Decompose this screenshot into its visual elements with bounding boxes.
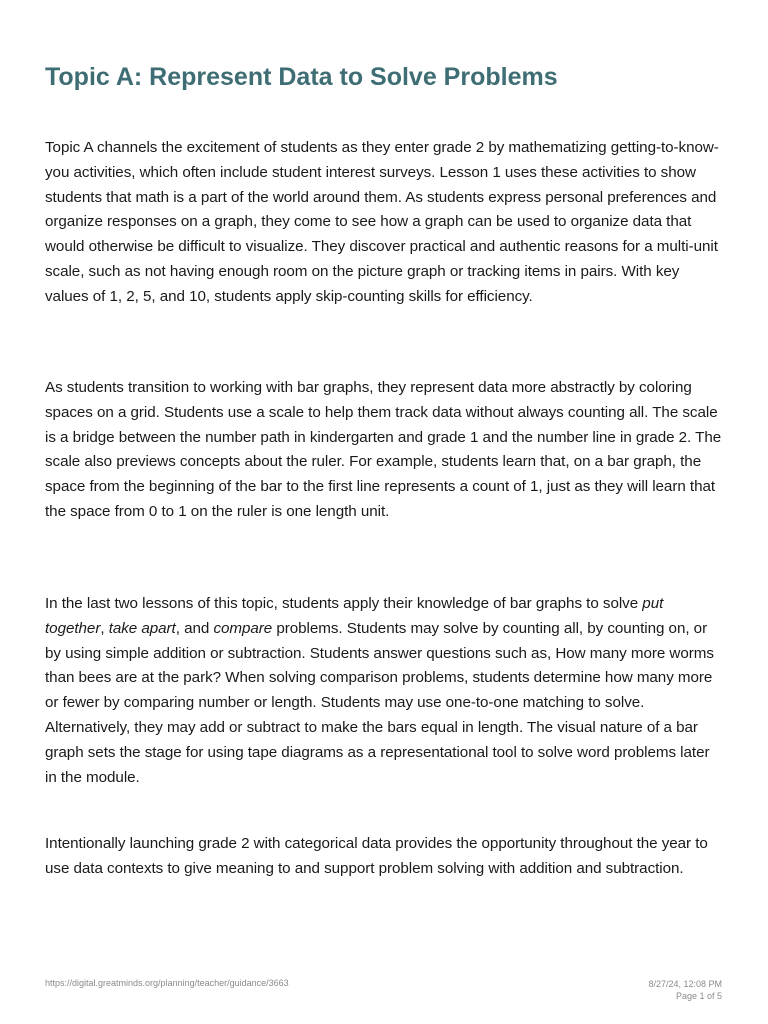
paragraph-1: Topic A channels the excitement of students as they enter grade 2 by mathematizing getting-to-know-you activities, which often include student interest surveys. Lesson 1 uses these activities to show students that math is a part of the world around them. As students express personal preferences and organize responses on a graph, they come to see how a graph can be used to organize data that would otherwise be difficult to visualize. They discover practical and authentic reasons for a multi-unit scale, such as not having enough room on the picture graph or tracking items in pairs. With key values of 1, 2, 5, and 10, students apply skip-counting skills for efficiency. bbox=[45, 139, 719, 305]
footer-page-number: Page 1 of 5 bbox=[675, 991, 722, 1001]
footer-timestamp: 8/27/24, 12:08 PM bbox=[648, 979, 722, 989]
paragraph-3-text-3: , and bbox=[175, 619, 214, 637]
document-page bbox=[45, 60, 725, 877]
paragraph-4: Intentionally launching grade 2 with categorical data provides the opportunity throughout the year to use data contexts to give meaning to and support problem solving with addition and subtraction. bbox=[45, 835, 708, 877]
paragraph-3-text-2: , bbox=[100, 619, 109, 637]
footer-url[interactable]: https://digital.greatminds.org/planning/teacher/guidance/3663 bbox=[45, 978, 289, 988]
emphasis-take-apart: take apart bbox=[108, 619, 176, 637]
emphasis-put-together: put together bbox=[45, 595, 664, 637]
footer-meta bbox=[648, 978, 722, 1002]
paragraph-3-text-4: problems. Students may solve by counting all, by counting on, or by using simple addition or subtraction. Students answer questions such as, How many more worms than bees are at the park? When solving comparison problems, students determine how many more or fewer by comparing number or length. Students may use one-to-one matching to solve. Alternatively, they may add or subtract to make the bars equal in length. The visual nature of a bar graph sets the stage for using tape diagrams as a representational tool to solve word problems later in the module. bbox=[45, 619, 714, 786]
page-title: Topic A: Represent Data to Solve Problems bbox=[45, 63, 558, 91]
paragraph-2: As students transition to working with bar graphs, they represent data more abstractly by coloring spaces on a grid. Students use a scale to help them track data without always counting all. The scale is a bridge between the number path in kindergarten and grade 1 and the number line in grade 2. The scale also previews concepts about the ruler. For example, students learn that, on a bar graph, the space from the beginning of the bar to the first line represents a count of 1, just as they will learn that the space from 0 to 1 on the ruler is one length unit. bbox=[45, 379, 722, 520]
emphasis-compare: compare bbox=[213, 619, 273, 637]
paragraph-3-text-1: In the last two lessons of this topic, students apply their knowledge of bar graphs to solve bbox=[45, 595, 643, 612]
paragraph-3 bbox=[45, 592, 725, 790]
